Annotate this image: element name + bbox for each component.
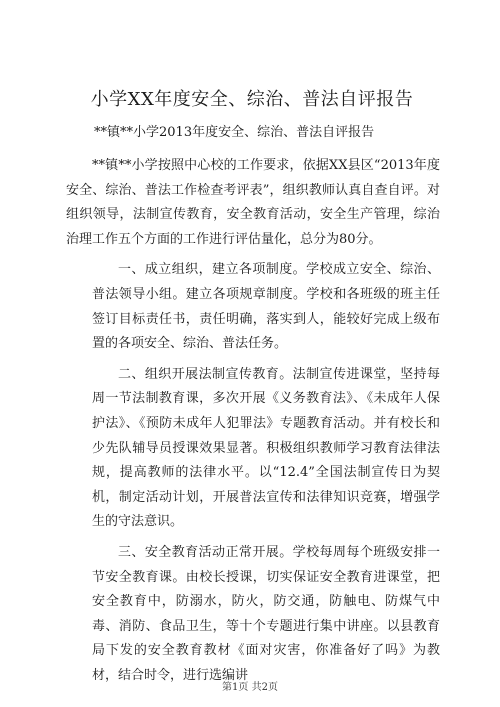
document-title: 小学XX年度安全、综治、普法自评报告 [90,89,414,110]
section-paragraph-organization: 一、成立组织，建立各项制度。学校成立安全、综治、普法领导小组。建立各项规章制度。学校和各班级的班主任签订目标责任书，责任明确，落实到人，能较好完成上级布置的各项安全、综治、普法任务。 [92,262,440,352]
section-paragraph-safety-education: 三、安全教育活动正常开展。学校每周每个班级安排一节安全教育课。由校长授课，切实保证安全教育进课堂，把安全教育中，防溺水，防火，防交通，防触电、防煤气中毒、消防、食品卫生，等十个专题进行集中讲座。以县教育局下发的安全教育教材《面对灾害，你准备好了吗》为教材，结合时令，进行选编讲 [92,544,440,683]
document-subtitle: **镇**小学2013年度安全、综治、普法自评报告 [94,125,375,140]
section-paragraph-legal-education: 二、组织开展法制宣传教育。法制宣传进课堂，坚持每周一节法制教育课，多次开展《义务教育法》、《未成年人保护法》、《预防未成年人犯罪法》专题教育活动。并有校长和少先队辅导员授课效果显著。积极组织教师学习教育法律法规，提高教师的法律水平。以“12.4”全国法制宣传日为契机，制定活动计划，开展普法宣传和法律知识竞赛，增强学生的守法意识。 [92,366,440,530]
intro-paragraph: **镇**小学按照中心校的工作要求，依据XX县区“2013年度安全、综治、普法工作检查考评表”，组织教师认真自查自评。对组织领导，法制宣传教育，安全教育活动，安全生产管理，综治治理工作五个方面的工作进行评估量化，总分为80分。 [66,158,440,247]
page-number-footer: 第1页 共2页 [222,682,278,693]
